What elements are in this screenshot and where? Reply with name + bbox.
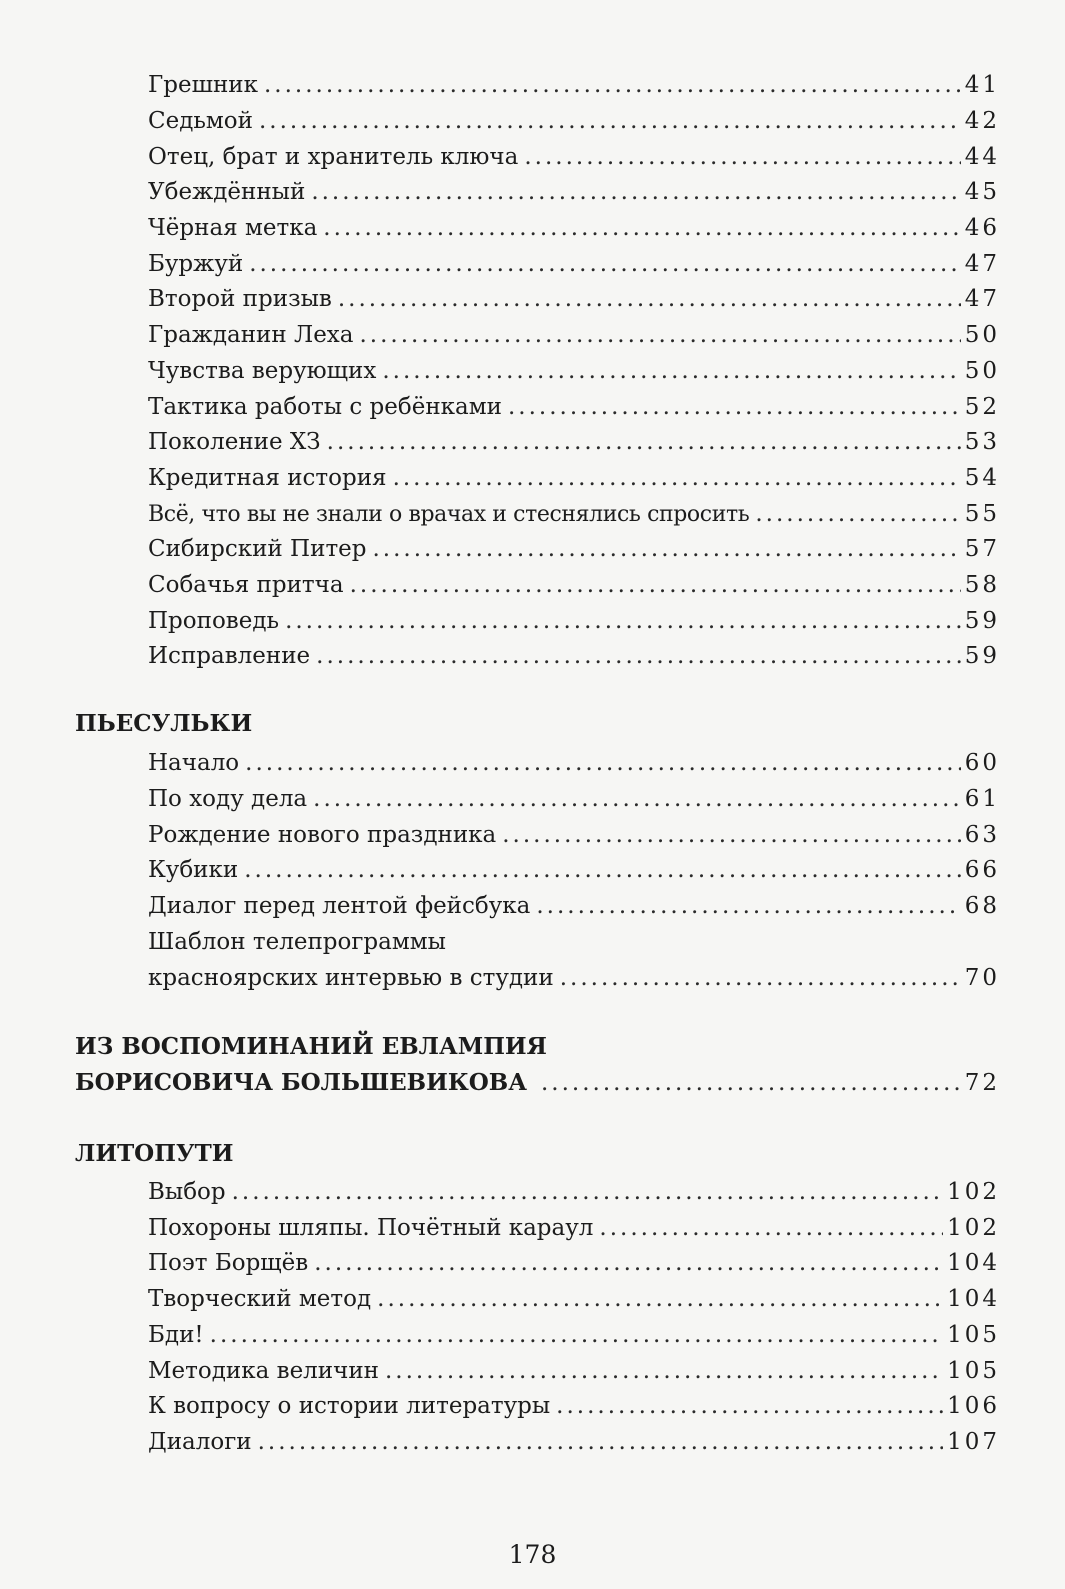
leader-dots xyxy=(536,889,960,923)
toc-entry-page: 106 xyxy=(947,1393,1000,1419)
toc-entry-page: 102 xyxy=(947,1179,1000,1205)
toc-entry xyxy=(148,282,1000,316)
toc-entry xyxy=(148,782,1000,816)
toc-entry-page: 72 xyxy=(964,1070,1000,1096)
section-heading: ЛИТОПУТИ xyxy=(75,1140,234,1167)
toc-entry xyxy=(148,1354,1000,1388)
toc-entry xyxy=(148,1425,1000,1459)
toc-entry xyxy=(148,104,1000,138)
toc-entry-page: 50 xyxy=(964,322,1000,348)
toc-entry-page: 52 xyxy=(964,394,1000,420)
toc-entry-page: 47 xyxy=(964,286,1000,312)
section-heading: ПЬЕСУЛЬКИ xyxy=(75,710,253,737)
toc-entry-title: Второй призыв xyxy=(148,286,332,312)
leader-dots xyxy=(755,497,960,531)
toc-entry-page: 58 xyxy=(964,572,1000,598)
toc-entry xyxy=(148,211,1000,245)
toc-entry xyxy=(148,1211,1000,1245)
toc-entry xyxy=(148,354,1000,388)
toc-entry-title: Кредитная история xyxy=(148,465,387,491)
toc-entry-title: Диалоги xyxy=(148,1429,252,1455)
leader-dots xyxy=(524,140,960,174)
toc-entry xyxy=(148,853,1000,887)
leader-dots xyxy=(316,639,961,673)
leader-dots xyxy=(393,461,961,495)
toc-entry-title: Начало xyxy=(148,750,240,776)
toc-entry xyxy=(148,461,1000,495)
toc-entry-title: Всё, что вы не знали о врачах и стеснялись спросить xyxy=(148,502,750,527)
leader-dots xyxy=(311,175,960,209)
toc-entry xyxy=(148,532,1000,566)
leader-dots xyxy=(373,532,961,566)
leader-dots xyxy=(258,1425,944,1459)
leader-dots xyxy=(232,1175,943,1209)
toc-entry-title: Творческий метод xyxy=(148,1286,372,1312)
toc-entry xyxy=(148,425,1000,459)
toc-entry-title: Буржуй xyxy=(148,251,244,277)
page-number: 178 xyxy=(508,1540,557,1569)
toc-entry xyxy=(148,1389,1000,1423)
leader-dots xyxy=(385,1354,943,1388)
toc-entry xyxy=(148,746,1000,780)
leader-dots xyxy=(508,390,961,424)
toc-entry-title: Кубики xyxy=(148,857,239,883)
toc-entry xyxy=(148,604,1000,638)
toc-entry-page: 68 xyxy=(964,893,1000,919)
leader-dots xyxy=(327,425,961,459)
leader-dots xyxy=(541,1066,961,1100)
leader-dots xyxy=(359,318,960,352)
leader-dots xyxy=(244,853,961,887)
toc-entry-page: 105 xyxy=(947,1322,1000,1348)
toc-entry-title: Рождение нового праздника xyxy=(148,822,497,848)
toc-entry xyxy=(148,247,1000,281)
toc-entry-page: 46 xyxy=(964,215,1000,241)
toc-entry xyxy=(148,1246,1000,1280)
toc-entry xyxy=(148,889,1000,923)
toc-entry-title: Убеждённый xyxy=(148,179,306,205)
toc-entry-page: 50 xyxy=(964,358,1000,384)
toc-entry-title: Тактика работы с ребёнками xyxy=(148,394,502,420)
toc-entry-page: 57 xyxy=(964,536,1000,562)
leader-dots xyxy=(560,961,961,995)
toc-entry-page: 105 xyxy=(947,1358,1000,1384)
leader-dots xyxy=(338,282,961,316)
section-heading: ИЗ ВОСПОМИНАНИЙ ЕВЛАМПИЯ xyxy=(75,1033,547,1060)
toc-entry-page: 70 xyxy=(964,965,1000,991)
toc-entry-page: 102 xyxy=(947,1215,1000,1241)
toc-entry xyxy=(148,1282,1000,1316)
toc-entry-title: Седьмой xyxy=(148,108,253,134)
leader-dots xyxy=(599,1211,943,1245)
toc-entry-title: Гражданин Леха xyxy=(148,322,354,348)
toc-entry-page: 66 xyxy=(964,857,1000,883)
toc-entry-title: Выбор xyxy=(148,1179,226,1205)
toc-entry xyxy=(148,1175,1000,1209)
toc-entry-title: Исправление xyxy=(148,643,311,669)
toc-entry-page: 44 xyxy=(964,144,1000,170)
leader-dots xyxy=(210,1318,943,1352)
toc-entry-page: 59 xyxy=(964,608,1000,634)
toc-entry-title: Похороны шляпы. Почётный караул xyxy=(148,1215,594,1241)
toc-entry xyxy=(148,568,1000,602)
leader-dots xyxy=(249,247,961,281)
toc-entry-title: Собачья притча xyxy=(148,572,344,598)
toc-entry-title: Сибирский Питер xyxy=(148,536,367,562)
toc-entry xyxy=(148,497,1000,531)
toc-entry-page: 55 xyxy=(964,501,1000,527)
leader-dots xyxy=(350,568,961,602)
toc-entry-page: 60 xyxy=(964,750,1000,776)
toc-entry-title: Отец, брат и хранитель ключа xyxy=(148,144,519,170)
toc-entry-page: 61 xyxy=(964,786,1000,812)
toc-entry-title: Поэт Борщёв xyxy=(148,1250,309,1276)
toc-entry-title: Чувства верующих xyxy=(148,358,377,384)
toc-entry xyxy=(148,639,1000,673)
leader-dots xyxy=(313,782,961,816)
leader-dots xyxy=(285,604,961,638)
toc-entry-page: 45 xyxy=(964,179,1000,205)
toc-entry-page: 104 xyxy=(947,1250,1000,1276)
toc-entry xyxy=(148,175,1000,209)
toc-entry xyxy=(75,1066,1000,1100)
toc-entry xyxy=(148,140,1000,174)
toc-entry-page: 107 xyxy=(947,1429,1000,1455)
toc-entry-title: красноярских интервью в студии xyxy=(148,965,554,991)
toc-entry-title: Чёрная метка xyxy=(148,215,318,241)
toc-entry-title: Поколение ХЗ xyxy=(148,429,321,455)
toc-entry xyxy=(148,961,1000,995)
toc-entry xyxy=(148,390,1000,424)
leader-dots xyxy=(502,818,960,852)
toc-entry xyxy=(148,68,1000,102)
toc-entry-title: Грешник xyxy=(148,72,258,98)
leader-dots xyxy=(259,104,961,138)
leader-dots xyxy=(245,746,961,780)
leader-dots xyxy=(314,1246,943,1280)
leader-dots xyxy=(377,1282,943,1316)
toc-entry-page: 54 xyxy=(964,465,1000,491)
toc-entry-page: 41 xyxy=(964,72,1000,98)
toc-entry-page: 53 xyxy=(964,429,1000,455)
leader-dots xyxy=(556,1389,943,1423)
leader-dots xyxy=(382,354,960,388)
toc-entry xyxy=(148,318,1000,352)
toc-entry-title: К вопросу о истории литературы xyxy=(148,1393,551,1419)
section-heading-line2: БОРИСОВИЧА БОЛЬШЕВИКОВА xyxy=(75,1069,527,1096)
toc-entry-page: 47 xyxy=(964,251,1000,277)
toc-entry-page: 42 xyxy=(964,108,1000,134)
toc-entry-title: Бди! xyxy=(148,1322,204,1348)
leader-dots xyxy=(264,68,961,102)
toc-entry xyxy=(148,1318,1000,1352)
toc-entry-page: 59 xyxy=(964,643,1000,669)
toc-entry-title: Диалог перед лентой фейсбука xyxy=(148,893,531,919)
toc-entry-title-line1: Шаблон телепрограммы xyxy=(148,929,446,955)
toc-entry-page: 104 xyxy=(947,1286,1000,1312)
toc-entry xyxy=(148,818,1000,852)
toc-entry-page: 63 xyxy=(964,822,1000,848)
toc-entry-title: По ходу дела xyxy=(148,786,308,812)
toc-entry-title: Методика величин xyxy=(148,1358,379,1384)
toc-entry-title: Проповедь xyxy=(148,608,280,634)
leader-dots xyxy=(323,211,960,245)
